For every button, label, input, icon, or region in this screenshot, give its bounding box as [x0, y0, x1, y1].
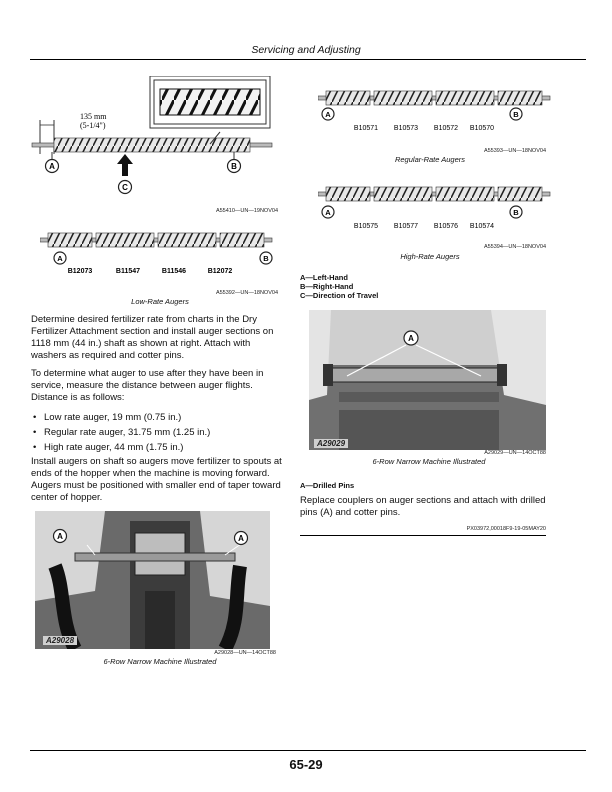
- callout-a: [54, 530, 67, 543]
- figure-caption: 6-Row Narrow Machine Illustrated: [372, 457, 486, 466]
- part-number: B12073: [67, 268, 93, 275]
- page-number: 65-29: [289, 757, 323, 772]
- photo-tag: A29028: [43, 636, 77, 645]
- section-rule: [300, 535, 546, 536]
- machine-photo: [309, 310, 546, 450]
- part-number: B10574: [469, 223, 495, 230]
- callout-b: [510, 108, 522, 120]
- part-number: B10571: [353, 125, 379, 132]
- part-number: B10573: [393, 125, 419, 132]
- list-item: • Low rate auger, 19 mm (0.75 in.): [31, 410, 283, 425]
- part-number: B10572: [433, 125, 459, 132]
- callout-a: [235, 532, 248, 545]
- svg-text:A: A: [57, 532, 63, 541]
- page-header: Servicing and Adjusting: [251, 44, 361, 56]
- svg-text:A: A: [408, 334, 414, 343]
- callout-b: [260, 252, 272, 264]
- svg-text:A: A: [238, 534, 244, 543]
- callout-a: [322, 108, 334, 120]
- document-id: PX03972,00018F9-19-05MAY20: [466, 526, 546, 532]
- figure-caption: Regular-Rate Augers: [394, 155, 466, 164]
- svg-text:A: A: [325, 110, 331, 119]
- low-rate-augers-figure: [40, 230, 280, 280]
- bullet-list: [31, 410, 283, 455]
- figure-ref: A55410—UN—19NOV04: [215, 208, 278, 214]
- svg-text:B: B: [513, 110, 519, 119]
- callout-b: [228, 152, 241, 173]
- callout-c: [119, 181, 132, 194]
- figure-ref: A55393—UN—18NOV04: [483, 148, 546, 154]
- photo-tag: A29029: [314, 439, 348, 448]
- auger-install-figure: [30, 76, 290, 216]
- svg-text:B: B: [263, 254, 269, 263]
- svg-text:A: A: [49, 162, 55, 171]
- callout-a: [322, 206, 334, 218]
- high-rate-augers-figure: [318, 184, 558, 232]
- paragraph: Determine desired fertilizer rate from charts in the Dry Fertilizer Attachment section and install auger sections on 1118 mm (44 in.) shaft as shown at right. Attach with washers as required and cotter pins.: [31, 314, 274, 361]
- legend-item: C—Direction of Travel: [300, 291, 379, 300]
- callout-a: [46, 152, 59, 173]
- legend-item: B—Right-Hand: [300, 282, 354, 291]
- dimension-label-in: (5-1/4"): [80, 121, 106, 130]
- figure-ref: A55392—UN—18NOV04: [215, 290, 278, 296]
- figure-ref: A55394—UN—18NOV04: [483, 244, 546, 250]
- callout-b: [510, 206, 522, 218]
- part-number: B11547: [115, 268, 141, 275]
- callout-a: [404, 331, 418, 345]
- part-number: B10576: [433, 223, 459, 230]
- svg-text:C: C: [122, 183, 128, 192]
- svg-text:A: A: [325, 208, 331, 217]
- regular-rate-augers-figure: [318, 88, 558, 136]
- legend-item: A—Drilled Pins: [300, 481, 355, 490]
- callout-a: [54, 252, 66, 264]
- header-rule: [30, 59, 586, 60]
- paragraph: Install augers on shaft so augers move fertilizer to spouts at ends of the hopper when the machine is moving forward. Augers must be positioned with smaller end of taper toward center of hopper.: [31, 456, 282, 503]
- left-text-block: [31, 314, 283, 455]
- part-number: B12072: [207, 268, 233, 275]
- dimension-label-mm: 135 mm: [80, 112, 107, 121]
- part-number: B10570: [469, 125, 495, 132]
- callout-legend: [300, 273, 500, 300]
- figure-caption: High-Rate Augers: [400, 252, 460, 261]
- part-number: B10575: [353, 223, 379, 230]
- figure-ref: A29028—UN—14OCT88: [214, 650, 276, 656]
- figure-ref: A29029—UN—14OCT88: [484, 450, 546, 456]
- footer-rule: [30, 750, 586, 751]
- part-number: B10577: [393, 223, 419, 230]
- machine-photo: [35, 511, 270, 649]
- list-item: • Regular rate auger, 31.75 mm (1.25 in.): [31, 425, 283, 440]
- figure-caption: Low-Rate Augers: [131, 297, 189, 306]
- direction-arrow-icon: [117, 154, 133, 176]
- part-number: B11546: [161, 268, 187, 275]
- figure-caption: 6-Row Narrow Machine Illustrated: [103, 657, 217, 666]
- svg-text:A: A: [57, 254, 63, 263]
- legend-item: A—Left-Hand: [300, 273, 348, 282]
- paragraph: Replace couplers on auger sections and attach with drilled pins (A) and cotter pins.: [300, 495, 546, 518]
- svg-text:B: B: [513, 208, 519, 217]
- svg-text:B: B: [231, 162, 237, 171]
- list-item: • High rate auger, 44 mm (1.75 in.): [31, 440, 283, 455]
- paragraph: To determine what auger to use after they have been in service, measure the distance between auger flights. Distance is as follows:: [31, 368, 264, 403]
